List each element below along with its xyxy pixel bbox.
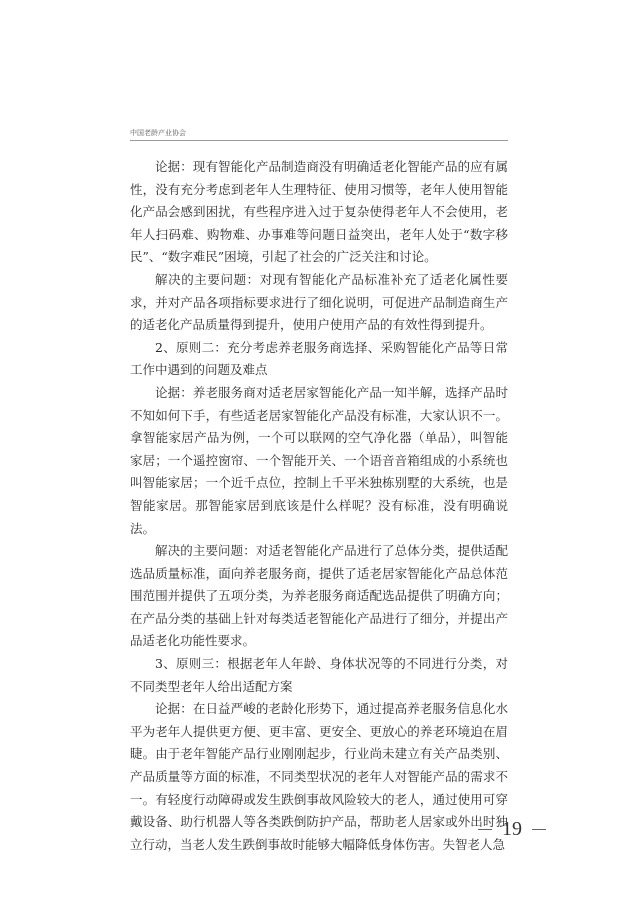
paragraph-argument-1: 论据：现有智能化产品制造商没有明确适老化智能产品的应有属性，没有充分考虑到老年人生理特征、使用习惯等，老年人使用智能化产品会感到困扰，有些程序进入过于复杂使得老年人不会使用，老年人扫码难、购物难、办事难等问题日益突出，老年人处于“数字移民”、“数字难民”困境，引起了社会的广泛关注和讨论。 <box>130 159 508 265</box>
footer-dash-right <box>532 829 546 830</box>
paragraph-solution-1: 解决的主要问题：对现有智能化产品标准补充了适老化属性要求，并对产品各项指标要求进行了细化说明，可促进产品制造商生产的适老化产品质量得到提升，使用户使用产品的有效性得到提升。 <box>130 271 508 333</box>
paragraph-principle-2: 2、原则二：充分考虑养老服务商选择、采购智能化产品等日常工作中遇到的问题及难点 <box>130 339 508 378</box>
paragraph-argument-3: 论据：在日益严峻的老龄化形势下，通过提高养老服务信息化水平为老年人提供更方便、更丰富、更安全、更放心的养老环境迫在眉睫。由于老年智能产品行业刚刚起步，行业尚未建立有关产品类别、产品质量等方面的标准，不同类型状况的老年人对智能产品的需求不一。有轻度行动障碍或发生跌倒事故风险较大的老人，通过使用可穿戴设备、助行机器人等各类跌倒防护产品，帮助老人居家或外出时独立行动，当老人发生跌倒事故时能够大幅降低身体伤害。失智老人急 <box>130 701 508 852</box>
page-number: 19 <box>502 818 522 840</box>
page-footer <box>478 818 546 841</box>
running-header: 中国老龄产业协会 <box>130 129 186 137</box>
body-text <box>130 156 508 856</box>
header-divider <box>130 140 508 141</box>
footer-dash-left <box>478 829 492 830</box>
paragraph-argument-2: 论据：养老服务商对适老居家智能化产品一知半解，选择产品时不知如何下手，有些适老居家智能化产品没有标准，大家认识不一。拿智能家居产品为例，一个可以联网的空气净化器（单品），叫智能家居；一个遥控窗帘、一个智能开关、一个语音音箱组成的小系统也叫智能家居；一个近千点位，控制上千平米独栋别墅的大系统，也是智能家居。那智能家居到底该是什么样呢？没有标准，没有明确说法。 <box>130 384 508 536</box>
paragraph-solution-2: 解决的主要问题：对适老智能化产品进行了总体分类，提供适配选品质量标准，面向养老服务商，提供了适老居家智能化产品总体范围范围并提供了五项分类，为养老服务商适配选品提供了明确方向；在产品分类的基础上针对每类适老智能化产品进行了细分，并提出产品适老化功能性要求。 <box>130 543 508 649</box>
paragraph-principle-3: 3、原则三：根据老年人年龄、身体状况等的不同进行分类，对不同类型老年人给出适配方案 <box>130 656 508 694</box>
